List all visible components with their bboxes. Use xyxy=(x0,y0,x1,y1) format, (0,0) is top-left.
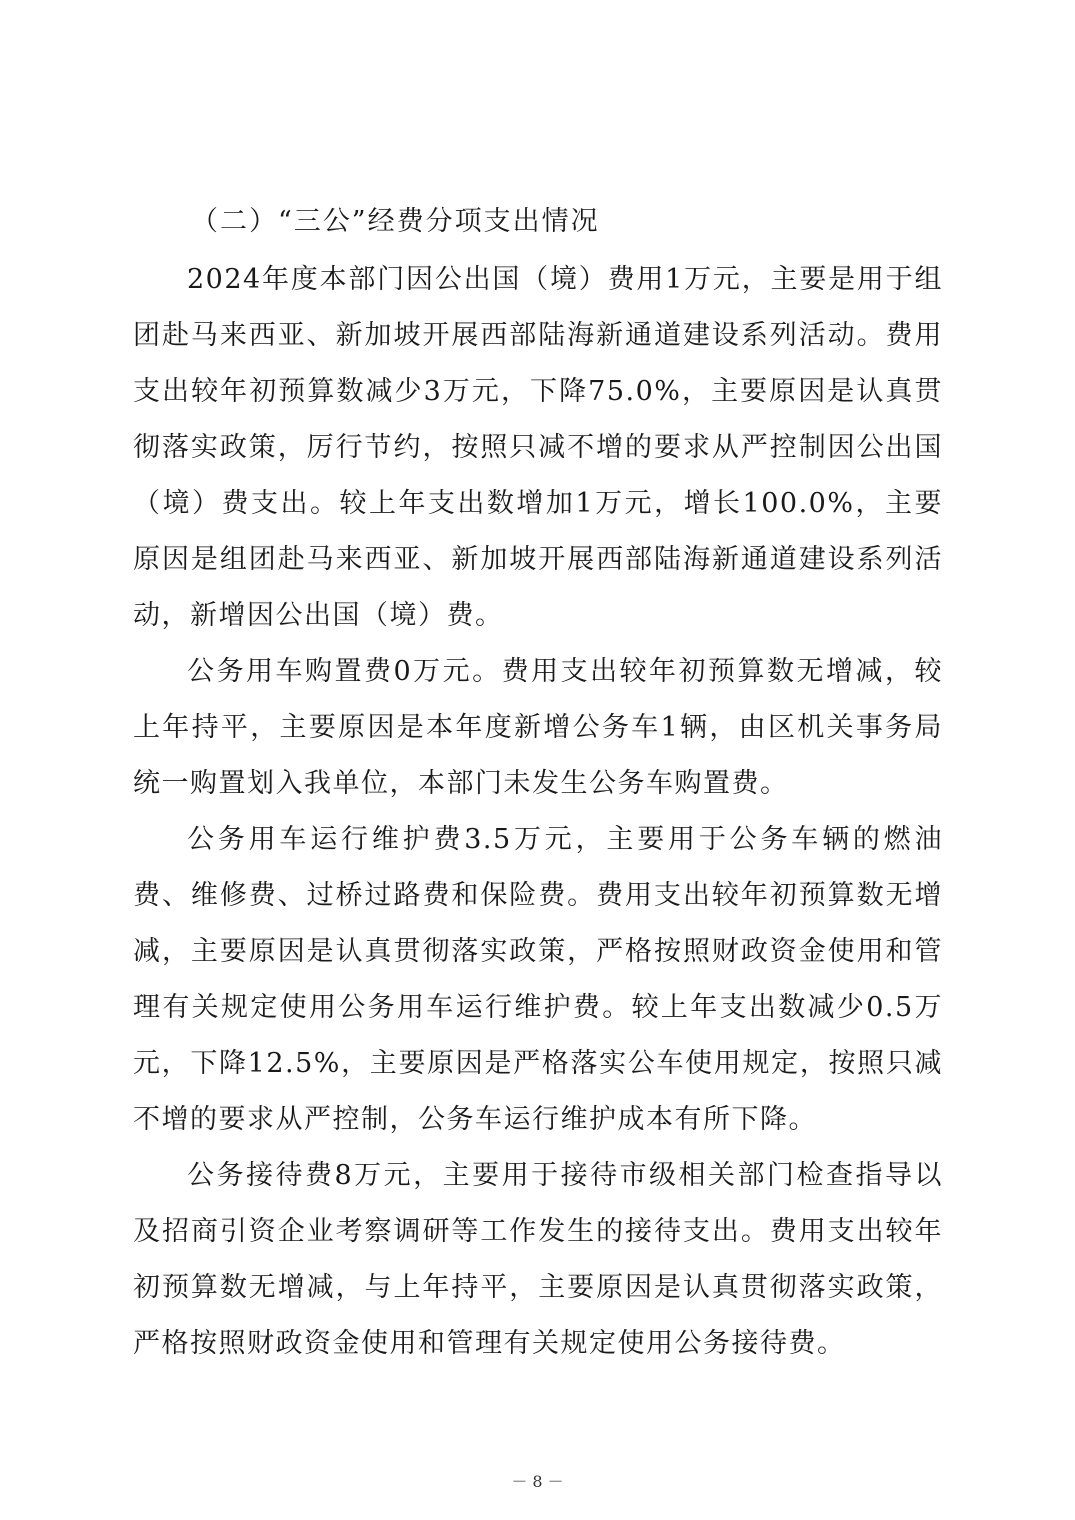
paragraph-overseas-travel: 2024年度本部门因公出国（境）费用1万元，主要是用于组团赴马来西亚、新加坡开展西部陆海新通道建设系列活动。费用支出较年初预算数减少3万元，下降75.0%，主要原因是认真贯彻落实政策，厉行节约，按照只减不增的要求从严控制因公出国（境）费支出。较上年支出数增加1万元，增长100.0%，主要原因是组团赴马来西亚、新加坡开展西部陆海新通道建设系列活动，新增因公出国（境）费。 xyxy=(133,264,943,631)
page-number: － 8 － xyxy=(511,1472,564,1491)
paragraph-official-reception: 公务接待费8万元，主要用于接待市级相关部门检查指导以及招商引资企业考察调研等工作发生的接待支出。费用支出较年初预算数无增减，与上年持平，主要原因是认真贯彻落实政策，严格按照财政资金使用和管理有关规定使用公务接待费。 xyxy=(133,1160,943,1359)
section-heading: （二）“三公”经费分项支出情况 xyxy=(191,206,600,237)
paragraph-vehicle-purchase: 公务用车购置费0万元。费用支出较年初预算数无增减，较上年持平，主要原因是本年度新增公务车1辆，由区机关事务局统一购置划入我单位，本部门未发生公务车购置费。 xyxy=(133,656,943,799)
document-body xyxy=(133,192,943,1372)
paragraph-vehicle-operation: 公务用车运行维护费3.5万元，主要用于公务车辆的燃油费、维修费、过桥过路费和保险费。费用支出较年初预算数无增减，主要原因是认真贯彻落实政策，严格按照财政资金使用和管理有关规定使用公务用车运行维护费。较上年支出数减少0.5万元，下降12.5%，主要原因是严格落实公车使用规定，按照只减不增的要求从严控制，公务车运行维护成本有所下降。 xyxy=(133,824,943,1135)
